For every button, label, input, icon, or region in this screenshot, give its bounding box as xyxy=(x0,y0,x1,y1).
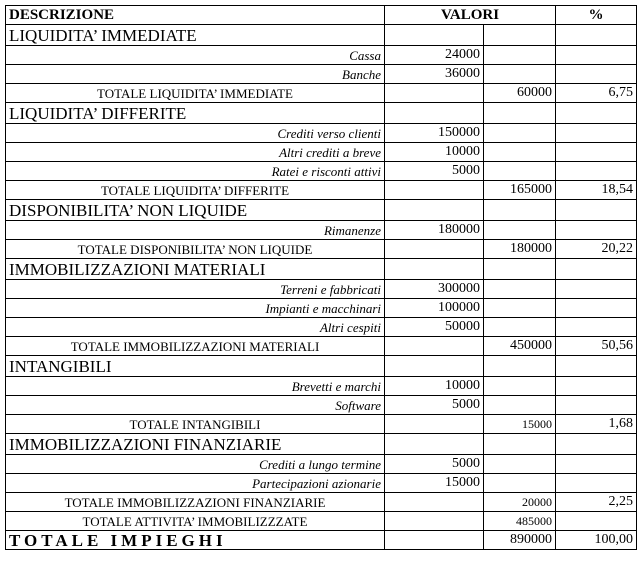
total-cell xyxy=(484,65,556,84)
percent-cell xyxy=(556,221,637,240)
total-cell xyxy=(484,46,556,65)
section-label: IMMOBILIZZAZIONI MATERIALI xyxy=(6,259,385,280)
percent-cell xyxy=(556,318,637,337)
item-row xyxy=(6,65,637,84)
total-label: TOTALE LIQUIDITA’ DIFFERITE xyxy=(6,181,385,200)
total-value: 485000 xyxy=(484,512,556,531)
total-value: 60000 xyxy=(484,84,556,103)
section-row xyxy=(6,103,637,124)
total-percent xyxy=(556,512,637,531)
total-row xyxy=(6,181,637,200)
percent-cell xyxy=(556,396,637,415)
item-row xyxy=(6,143,637,162)
percent-cell xyxy=(556,46,637,65)
item-label: Impianti e macchinari xyxy=(6,299,385,318)
item-label: Software xyxy=(6,396,385,415)
percent-cell xyxy=(556,124,637,143)
header-percent: % xyxy=(556,6,637,25)
total-cell xyxy=(484,280,556,299)
grand-total-value: 890000 xyxy=(484,531,556,550)
item-value: 24000 xyxy=(385,46,484,65)
item-row xyxy=(6,46,637,65)
total-label: TOTALE IMMOBILIZZAZIONI MATERIALI xyxy=(6,337,385,356)
value-cell xyxy=(385,531,484,550)
percent-cell xyxy=(556,65,637,84)
total-cell xyxy=(484,221,556,240)
total-cell xyxy=(484,396,556,415)
item-value: 100000 xyxy=(385,299,484,318)
total-cell xyxy=(484,25,556,46)
total-value: 180000 xyxy=(484,240,556,259)
item-row xyxy=(6,124,637,143)
item-value: 10000 xyxy=(385,377,484,396)
section-row xyxy=(6,259,637,280)
item-value: 5000 xyxy=(385,396,484,415)
percent-cell xyxy=(556,162,637,181)
percent-cell xyxy=(556,259,637,280)
total-cell xyxy=(484,474,556,493)
total-cell xyxy=(484,299,556,318)
item-value: 50000 xyxy=(385,318,484,337)
percent-cell xyxy=(556,299,637,318)
item-row xyxy=(6,162,637,181)
total-row xyxy=(6,337,637,356)
total-percent: 50,56 xyxy=(556,337,637,356)
item-value: 150000 xyxy=(385,124,484,143)
item-row xyxy=(6,299,637,318)
total-row xyxy=(6,493,637,512)
total-percent: 18,54 xyxy=(556,181,637,200)
item-value: 180000 xyxy=(385,221,484,240)
total-row xyxy=(6,84,637,103)
total-cell xyxy=(484,200,556,221)
total-value: 450000 xyxy=(484,337,556,356)
value-cell xyxy=(385,512,484,531)
grand-total-percent: 100,00 xyxy=(556,531,637,550)
value-cell xyxy=(385,415,484,434)
item-label: Altri cespiti xyxy=(6,318,385,337)
value-cell xyxy=(385,434,484,455)
total-cell xyxy=(484,356,556,377)
total-cell xyxy=(484,455,556,474)
item-row xyxy=(6,377,637,396)
value-cell xyxy=(385,200,484,221)
item-value: 10000 xyxy=(385,143,484,162)
total-percent: 6,75 xyxy=(556,84,637,103)
item-label: Banche xyxy=(6,65,385,84)
header-row xyxy=(6,6,637,25)
item-value: 5000 xyxy=(385,162,484,181)
total-label: TOTALE IMMOBILIZZAZIONI FINANZIARIE xyxy=(6,493,385,512)
section-row xyxy=(6,356,637,377)
item-value: 36000 xyxy=(385,65,484,84)
total-percent: 1,68 xyxy=(556,415,637,434)
item-row xyxy=(6,280,637,299)
value-cell xyxy=(385,84,484,103)
section-label: LIQUIDITA’ DIFFERITE xyxy=(6,103,385,124)
section-row xyxy=(6,25,637,46)
percent-cell xyxy=(556,200,637,221)
percent-cell xyxy=(556,356,637,377)
total-row xyxy=(6,512,637,531)
item-label: Brevetti e marchi xyxy=(6,377,385,396)
total-cell xyxy=(484,143,556,162)
total-value: 15000 xyxy=(484,415,556,434)
balance-sheet-table xyxy=(5,5,637,550)
total-cell xyxy=(484,162,556,181)
total-percent: 2,25 xyxy=(556,493,637,512)
percent-cell xyxy=(556,377,637,396)
value-cell xyxy=(385,25,484,46)
section-row xyxy=(6,434,637,455)
total-cell xyxy=(484,259,556,280)
grand-total-label: TOTALE IMPIEGHI xyxy=(6,531,385,550)
percent-cell xyxy=(556,434,637,455)
value-cell xyxy=(385,103,484,124)
item-row xyxy=(6,396,637,415)
percent-cell xyxy=(556,25,637,46)
total-label: TOTALE ATTIVITA’ IMMOBILIZZZATE xyxy=(6,512,385,531)
section-label: INTANGIBILI xyxy=(6,356,385,377)
item-label: Cassa xyxy=(6,46,385,65)
item-label: Partecipazioni azionarie xyxy=(6,474,385,493)
percent-cell xyxy=(556,474,637,493)
item-label: Crediti a lungo termine xyxy=(6,455,385,474)
item-label: Crediti verso clienti xyxy=(6,124,385,143)
total-cell xyxy=(484,318,556,337)
total-label: TOTALE INTANGIBILI xyxy=(6,415,385,434)
total-cell xyxy=(484,377,556,396)
value-cell xyxy=(385,493,484,512)
item-value: 5000 xyxy=(385,455,484,474)
grand-row xyxy=(6,531,637,550)
item-row xyxy=(6,474,637,493)
header-values: VALORI xyxy=(385,6,556,25)
total-label: TOTALE LIQUIDITA’ IMMEDIATE xyxy=(6,84,385,103)
total-cell xyxy=(484,103,556,124)
value-cell xyxy=(385,356,484,377)
total-value: 165000 xyxy=(484,181,556,200)
percent-cell xyxy=(556,280,637,299)
percent-cell xyxy=(556,103,637,124)
value-cell xyxy=(385,181,484,200)
total-row xyxy=(6,415,637,434)
total-value: 20000 xyxy=(484,493,556,512)
item-value: 15000 xyxy=(385,474,484,493)
item-label: Altri crediti a breve xyxy=(6,143,385,162)
percent-cell xyxy=(556,455,637,474)
value-cell xyxy=(385,337,484,356)
value-cell xyxy=(385,259,484,280)
item-label: Terreni e fabbricati xyxy=(6,280,385,299)
item-label: Ratei e risconti attivi xyxy=(6,162,385,181)
section-label: IMMOBILIZZAZIONI FINANZIARIE xyxy=(6,434,385,455)
item-row xyxy=(6,318,637,337)
item-value: 300000 xyxy=(385,280,484,299)
total-row xyxy=(6,240,637,259)
value-cell xyxy=(385,240,484,259)
section-label: DISPONIBILITA’ NON LIQUIDE xyxy=(6,200,385,221)
total-cell xyxy=(484,434,556,455)
item-row xyxy=(6,221,637,240)
item-row xyxy=(6,455,637,474)
section-label: LIQUIDITA’ IMMEDIATE xyxy=(6,25,385,46)
item-label: Rimanenze xyxy=(6,221,385,240)
section-row xyxy=(6,200,637,221)
total-cell xyxy=(484,124,556,143)
total-label: TOTALE DISPONIBILITA’ NON LIQUIDE xyxy=(6,240,385,259)
total-percent: 20,22 xyxy=(556,240,637,259)
header-description: DESCRIZIONE xyxy=(6,6,385,25)
percent-cell xyxy=(556,143,637,162)
